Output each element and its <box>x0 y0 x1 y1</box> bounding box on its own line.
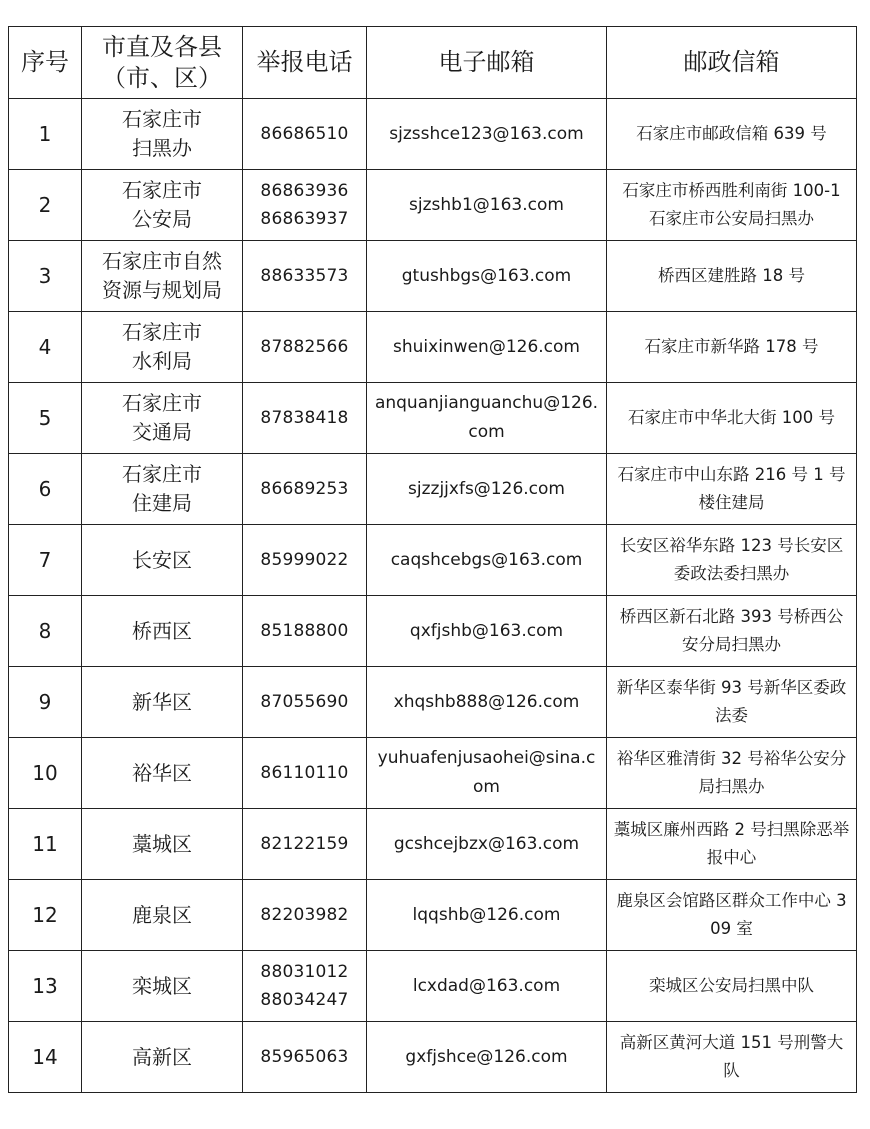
row-department: 石家庄市 水利局 <box>82 312 243 383</box>
row-email: xhqshb888@126.com <box>367 667 607 738</box>
table-row <box>9 454 857 525</box>
table-row <box>9 596 857 667</box>
row-email: sjzshb1@163.com <box>367 170 607 241</box>
row-department: 石家庄市自然 资源与规划局 <box>82 241 243 312</box>
row-email: lcxdad@163.com <box>367 951 607 1022</box>
table-row <box>9 1022 857 1093</box>
row-department: 石家庄市 交通局 <box>82 383 243 454</box>
row-phone: 85965063 <box>243 1022 367 1093</box>
table-row <box>9 738 857 809</box>
row-department: 栾城区 <box>82 951 243 1022</box>
row-department: 石家庄市 住建局 <box>82 454 243 525</box>
row-department: 藁城区 <box>82 809 243 880</box>
row-address: 石家庄市桥西胜利南街 100-1 石家庄市公安局扫黑办 <box>607 170 857 241</box>
table-row <box>9 383 857 454</box>
header-phone: 举报电话 <box>243 27 367 99</box>
row-email: anquanjianguanchu@126.com <box>367 383 607 454</box>
row-department: 新华区 <box>82 667 243 738</box>
row-index: 8 <box>9 596 82 667</box>
table-header-row <box>9 27 857 99</box>
row-phone: 86689253 <box>243 454 367 525</box>
row-index: 2 <box>9 170 82 241</box>
row-email: caqshcebgs@163.com <box>367 525 607 596</box>
row-index: 5 <box>9 383 82 454</box>
row-department: 鹿泉区 <box>82 880 243 951</box>
row-index: 1 <box>9 99 82 170</box>
row-department: 桥西区 <box>82 596 243 667</box>
row-department: 石家庄市 扫黑办 <box>82 99 243 170</box>
row-address: 桥西区新石北路 393 号桥西公安分局扫黑办 <box>607 596 857 667</box>
row-email: lqqshb@126.com <box>367 880 607 951</box>
row-address: 新华区泰华街 93 号新华区委政法委 <box>607 667 857 738</box>
row-index: 7 <box>9 525 82 596</box>
row-phone: 86686510 <box>243 99 367 170</box>
header-address: 邮政信箱 <box>607 27 857 99</box>
row-email: sjzzjjxfs@126.com <box>367 454 607 525</box>
row-email: yuhuafenjusaohei@sina.com <box>367 738 607 809</box>
row-email: gxfjshce@126.com <box>367 1022 607 1093</box>
row-phone: 87882566 <box>243 312 367 383</box>
row-address: 藁城区廉州西路 2 号扫黑除恶举报中心 <box>607 809 857 880</box>
table-row <box>9 951 857 1022</box>
header-department: 市直及各县 （市、区） <box>82 27 243 99</box>
table-row <box>9 809 857 880</box>
row-department: 高新区 <box>82 1022 243 1093</box>
row-email: qxfjshb@163.com <box>367 596 607 667</box>
row-address: 长安区裕华东路 123 号长安区委政法委扫黑办 <box>607 525 857 596</box>
row-index: 13 <box>9 951 82 1022</box>
table-row <box>9 241 857 312</box>
table-row <box>9 880 857 951</box>
row-index: 6 <box>9 454 82 525</box>
row-phone: 87838418 <box>243 383 367 454</box>
row-index: 12 <box>9 880 82 951</box>
table-row <box>9 667 857 738</box>
row-index: 3 <box>9 241 82 312</box>
row-address: 栾城区公安局扫黑中队 <box>607 951 857 1022</box>
row-address: 石家庄市邮政信箱 639 号 <box>607 99 857 170</box>
row-index: 11 <box>9 809 82 880</box>
row-phone: 88031012 88034247 <box>243 951 367 1022</box>
row-phone: 86110110 <box>243 738 367 809</box>
row-phone: 87055690 <box>243 667 367 738</box>
row-email: shuixinwen@126.com <box>367 312 607 383</box>
row-email: gcshcejbzx@163.com <box>367 809 607 880</box>
row-address: 桥西区建胜路 18 号 <box>607 241 857 312</box>
table-row <box>9 312 857 383</box>
table-body <box>9 99 857 1093</box>
row-phone: 88633573 <box>243 241 367 312</box>
row-phone: 85999022 <box>243 525 367 596</box>
row-phone: 86863936 86863937 <box>243 170 367 241</box>
row-phone: 82122159 <box>243 809 367 880</box>
row-department: 裕华区 <box>82 738 243 809</box>
row-address: 石家庄市中山东路 216 号 1 号楼住建局 <box>607 454 857 525</box>
row-email: sjzsshce123@163.com <box>367 99 607 170</box>
row-address: 鹿泉区会馆路区群众工作中心 309 室 <box>607 880 857 951</box>
table-row <box>9 99 857 170</box>
report-contacts-table <box>8 26 857 1093</box>
row-address: 石家庄市中华北大街 100 号 <box>607 383 857 454</box>
row-address: 裕华区雅清街 32 号裕华公安分局扫黑办 <box>607 738 857 809</box>
row-address: 高新区黄河大道 151 号刑警大队 <box>607 1022 857 1093</box>
row-index: 10 <box>9 738 82 809</box>
row-index: 14 <box>9 1022 82 1093</box>
row-email: gtushbgs@163.com <box>367 241 607 312</box>
row-phone: 85188800 <box>243 596 367 667</box>
header-email: 电子邮箱 <box>367 27 607 99</box>
row-department: 石家庄市 公安局 <box>82 170 243 241</box>
row-index: 4 <box>9 312 82 383</box>
row-phone: 82203982 <box>243 880 367 951</box>
row-index: 9 <box>9 667 82 738</box>
table-row <box>9 525 857 596</box>
row-address: 石家庄市新华路 178 号 <box>607 312 857 383</box>
header-index: 序号 <box>9 27 82 99</box>
row-department: 长安区 <box>82 525 243 596</box>
table-row <box>9 170 857 241</box>
